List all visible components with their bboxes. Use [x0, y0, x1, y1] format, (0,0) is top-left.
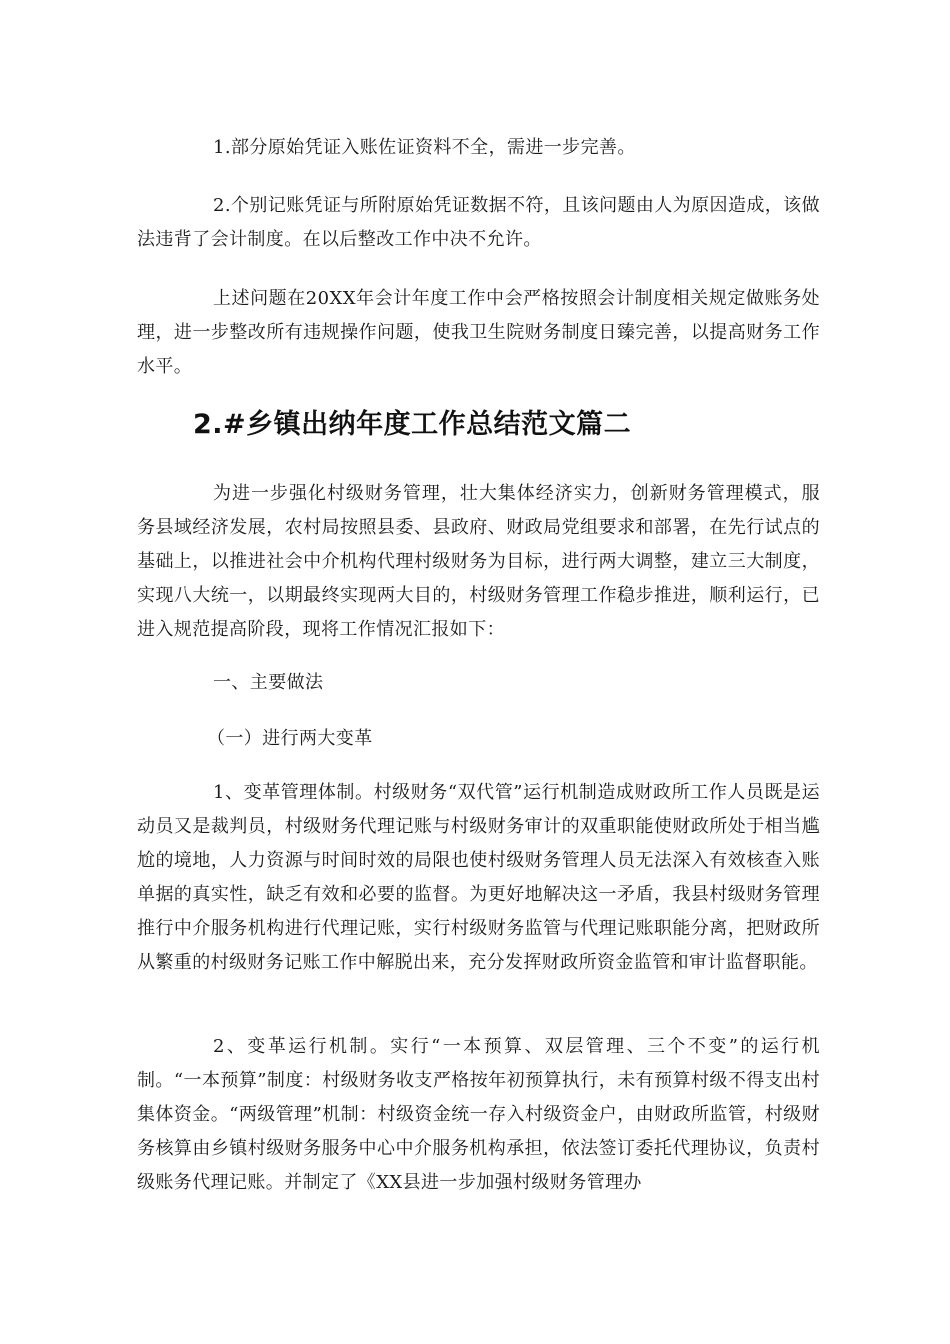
- paragraph-reform-management: 1、变革管理体制。村级财务“双代管”运行机制造成财政所工作人员既是运动员又是裁判员，村级财务代理记账与村级财务审计的双重职能使财政所处于相当尴尬的境地，人力资源与时间时效的局限也使村级财务管理人员无法深入有效核查入账单据的真实性，缺乏有效和必要的监督。为更好地解决这一矛盾，我县村级财务管理推行中介服务机构进行代理记账，实行村级财务监管与代理记账职能分离，把财政所从繁重的村级财务记账工作中解脱出来，充分发挥财政所资金监管和审计监督职能。: [137, 782, 820, 973]
- section-title-main-practices: 一、主要做法: [213, 672, 324, 693]
- paragraph-item-2: 2.个别记账凭证与所附原始凭证数据不符，且该问题由人为原因造成，该做法违背了会计制度。在以后整改工作中决不允许。: [137, 195, 820, 250]
- paragraph-summary: 上述问题在20XX年会计年度工作中会严格按照会计制度相关规定做账务处理，进一步整改所有违规操作问题，使我卫生院财务制度日臻完善，以提高财务工作水平。: [137, 288, 820, 377]
- paragraph-reform-operation: 2、变革运行机制。实行“一本预算、双层管理、三个不变”的运行机制。“一本预算”制度：村级财务收支严格按年初预算执行，未有预算村级不得支出村集体资金。“两级管理”机制：村级资金统一存入村级资金户，由财政所监管，村级财务核算由乡镇村级财务服务中心中介服务机构承担，依法签订委托代理协议，负责村级账务代理记账。并制定了《XX县进一步加强村级财务管理办: [137, 1036, 820, 1193]
- subsection-title-two-reforms: （一）进行两大变革: [207, 728, 373, 749]
- paragraph-item-1: 1.部分原始凭证入账佐证资料不全，需进一步完善。: [213, 137, 636, 158]
- section-heading: 2.#乡镇出纳年度工作总结范文篇二: [193, 409, 632, 440]
- paragraph-intro: 为进一步强化村级财务管理，壮大集体经济实力，创新财务管理模式，服务县域经济发展，农村局按照县委、县政府、财政局党组要求和部署，在先行试点的基础上，以推进社会中介机构代理村级财务为目标，进行两大调整，建立三大制度，实现八大统一，以期最终实现两大目的，村级财务管理工作稳步推进，顺利运行，已进入规范提高阶段，现将工作情况汇报如下：: [137, 483, 820, 640]
